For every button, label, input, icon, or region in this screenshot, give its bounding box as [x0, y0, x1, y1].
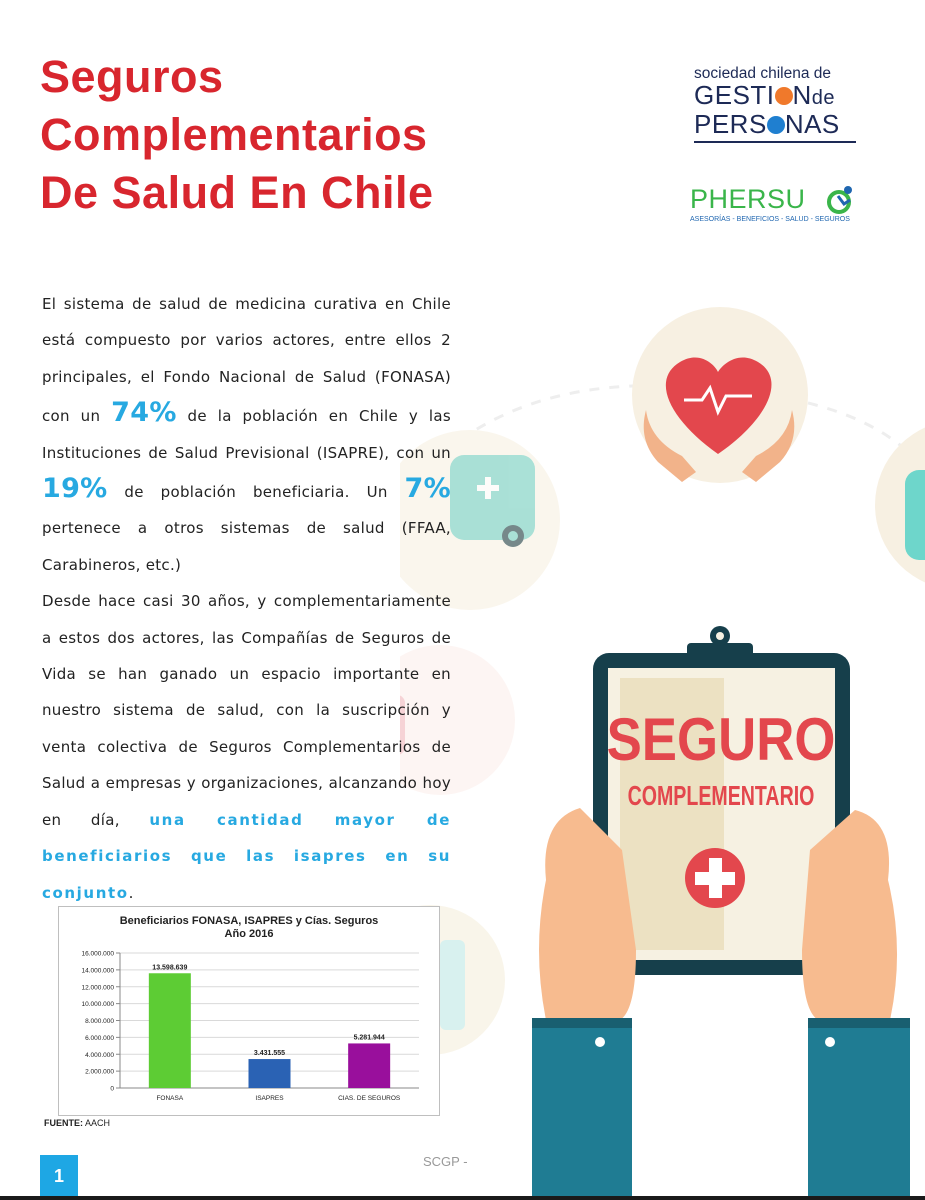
y-tick-label: 6.000.000 — [85, 1034, 114, 1042]
title-line-2: Complementarios — [40, 109, 428, 160]
bottom-rule — [0, 1196, 925, 1200]
scgp-logo-line-2 — [694, 82, 856, 111]
clipboard-subtitle: COMPLEMENTARIO — [627, 780, 815, 812]
chart-title-line-1: Beneficiarios FONASA, ISAPRES y Cías. Seguros — [119, 915, 379, 927]
footer-text: SCGP - — [423, 1154, 468, 1169]
x-tick-label: FONASA — [156, 1095, 184, 1102]
scgp-logo-de: de — [811, 87, 836, 109]
y-tick-label: 12.000.000 — [81, 984, 114, 992]
y-tick-label: 8.000.000 — [85, 1018, 114, 1025]
chart-title-line-2: Año 2016 — [224, 928, 274, 940]
chart-plot — [59, 907, 439, 1115]
p2-end: . — [128, 883, 134, 902]
title-line-1: Seguros — [40, 51, 224, 102]
bar-value-label: 13.598.639 — [152, 964, 188, 972]
device-icon — [905, 470, 925, 560]
y-tick-label: 16.000.000 — [81, 950, 114, 958]
beneficiaries-chart — [58, 906, 440, 1116]
title-line-3: De Salud En Chile — [40, 167, 434, 218]
x-tick-label: ISAPRES — [255, 1095, 284, 1102]
source-value: AACH — [83, 1118, 111, 1128]
fonasa-percent: 74% — [111, 397, 177, 429]
y-tick-label: 10.000.000 — [81, 1001, 114, 1009]
bar — [149, 973, 191, 1088]
ambulance-icon — [450, 455, 535, 547]
phersu-logo — [690, 184, 865, 223]
orange-dot-icon — [775, 87, 793, 105]
scgp-logo-n: N — [792, 80, 812, 110]
phersu-tagline: ASESORÍAS - BENEFICIOS - SALUD - SEGUROS — [690, 216, 850, 223]
source-label: FUENTE: — [44, 1118, 83, 1128]
paragraph-1 — [42, 286, 451, 583]
bar — [249, 1059, 291, 1088]
scgp-logo-underline — [694, 141, 856, 143]
y-tick-label: 2.000.000 — [85, 1068, 114, 1076]
source-note — [44, 1118, 110, 1128]
body-text — [42, 286, 451, 911]
bar — [348, 1043, 390, 1088]
faded-lower-icon — [440, 940, 465, 1030]
isapre-percent: 19% — [42, 473, 108, 505]
p1-text-b: de la población en Chile y las Instituciones de Salud Previsional (ISAPRE), con un — [42, 407, 451, 462]
page-number: 1 — [40, 1155, 78, 1197]
scgp-logo-line-3 — [694, 111, 856, 137]
y-tick-label: 14.000.000 — [81, 967, 114, 975]
health-insurance-illustration — [400, 250, 925, 1200]
right-hand-icon — [802, 810, 910, 1200]
other-percent: 7% — [404, 473, 451, 505]
p2-text-a: Desde hace casi 30 años, y complementariamente a estos dos actores, las Compañías de Seguros de Vida se han ganado un espacio importante en nuestro sistema de salud, con la suscripción y venta colectiva de Seguros Complementarios de Salud a empresas y organizaciones, alcanzando hoy en día, — [42, 592, 451, 829]
x-tick-label: CIAS. DE SEGUROS — [338, 1095, 401, 1102]
p1-text-c: de población beneficiaria. Un — [107, 483, 405, 502]
y-tick-label: 4.000.000 — [85, 1051, 114, 1059]
phersu-name: PHERSU — [690, 184, 806, 214]
scgp-logo-pers: PERS — [694, 109, 767, 139]
phersu-figure-icon — [824, 184, 858, 218]
highlight-text: una cantidad mayor de beneficiarios que las isapres en su conjunto — [42, 810, 452, 902]
p1-text-d: pertenece a otros sistemas de salud (FFAA, Carabineros, etc.) — [42, 519, 451, 574]
bar-value-label: 5.281.944 — [353, 1034, 385, 1042]
p1-text-a: El sistema de salud de medicina curativa en Chile está compuesto por varios actores, entre ellos 2 principales, el Fondo Nacional de Salud (FONASA) con un — [42, 295, 451, 426]
bar-value-label: 3.431.555 — [253, 1050, 286, 1058]
paragraph-2 — [42, 583, 451, 911]
page-title — [40, 48, 434, 222]
y-tick-label: 0 — [110, 1085, 114, 1093]
scgp-logo — [694, 66, 856, 143]
blue-dot-icon — [767, 116, 785, 134]
clipboard-title: SEGURO — [606, 705, 836, 773]
scgp-logo-nas: NAS — [784, 109, 840, 139]
scgp-logo-gesti: GESTI — [694, 80, 775, 110]
scgp-logo-line-1: sociedad chilena de — [694, 65, 832, 82]
left-hand-icon — [532, 808, 636, 1200]
